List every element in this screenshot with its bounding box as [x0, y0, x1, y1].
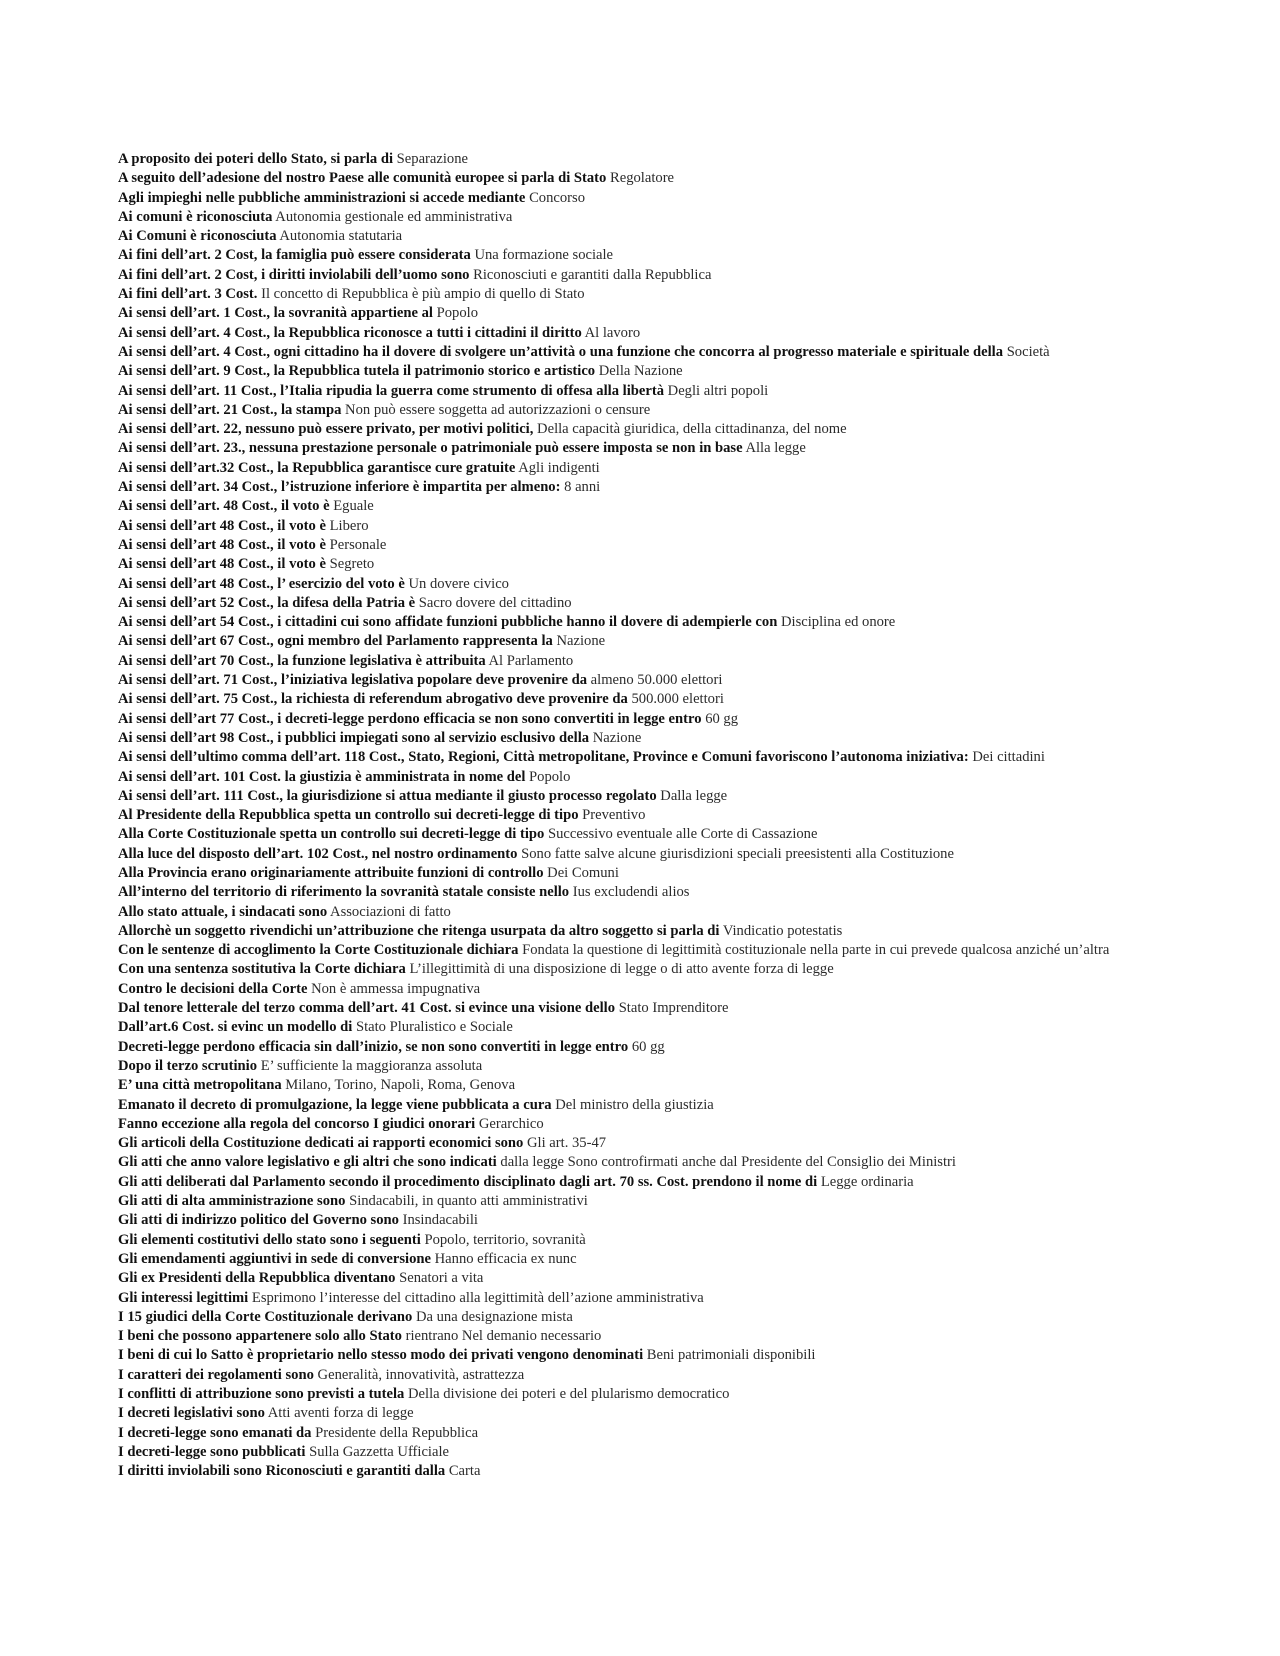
qa-entry	[118, 748, 1148, 767]
qa-entry	[118, 420, 1148, 439]
question-text: Gli emendamenti aggiuntivi in sede di conversione	[118, 1250, 431, 1267]
question-text: Ai sensi dell’ultimo comma dell’art. 118 Cost., Stato, Regioni, Città metropolitane, Province e Comuni favoriscono l’autonoma iniziativa:	[118, 749, 969, 766]
qa-entry	[118, 401, 1148, 420]
question-text: Gli atti di alta amministrazione sono	[118, 1193, 346, 1210]
question-text: Ai sensi dell’art. 21 Cost., la stampa	[118, 401, 342, 418]
qa-entry	[118, 478, 1148, 497]
qa-entry	[118, 806, 1148, 825]
answer-text: Separazione	[396, 151, 468, 167]
qa-entry	[118, 189, 1148, 208]
question-text: Alla Provincia erano originariamente attribuite funzioni di controllo	[118, 864, 544, 881]
qa-entry	[118, 1173, 1148, 1192]
answer-text: Degli altri popoli	[667, 382, 769, 399]
answer-text: Società	[1006, 343, 1050, 360]
question-text: Gli ex Presidenti della Repubblica diventano	[118, 1270, 396, 1287]
question-text: Ai sensi dell’art. 34 Cost., l’istruzione inferiore è impartita per almeno:	[118, 479, 561, 496]
question-text: I beni che possono appartenere solo allo Stato	[118, 1328, 402, 1345]
answer-text: Agli indigenti	[518, 459, 600, 476]
qa-entry	[118, 1192, 1148, 1211]
qa-entry	[118, 845, 1148, 864]
question-text: Fanno eccezione alla regola del concorso I giudici onorari	[118, 1115, 476, 1132]
document-page	[118, 150, 1148, 1481]
answer-text: Libero	[329, 517, 369, 534]
answer-text: Segreto	[329, 556, 375, 573]
answer-text: Generalità, innovatività, astrattezza	[317, 1366, 525, 1383]
qa-entry	[118, 517, 1148, 536]
qa-entry	[118, 999, 1148, 1018]
answer-text: Esprimono l’interesse del cittadino alla legittimità dell’azione amministrativa	[251, 1289, 704, 1306]
question-text: Ai sensi dell’art. 23., nessuna prestazione personale o patrimoniale può essere imposta se non in base	[118, 440, 743, 457]
answer-text: Insindacabili	[402, 1212, 478, 1229]
question-text: Ai sensi dell’art. 75 Cost., la richiesta di referendum abrogativo deve provenire da	[118, 691, 628, 708]
question-text: Agli impieghi nelle pubbliche amministrazioni si accede mediante	[118, 189, 526, 206]
qa-entry	[118, 1057, 1148, 1076]
answer-text: Hanno efficacia ex nunc	[434, 1250, 577, 1267]
answer-text: Successivo eventuale alle Corte di Cassazione	[547, 826, 818, 843]
answer-text: E’ sufficiente la maggioranza assoluta	[260, 1057, 483, 1074]
question-text: Gli atti di indirizzo politico del Governo sono	[118, 1212, 399, 1229]
qa-entry	[118, 246, 1148, 265]
question-text: Alla luce del disposto dell’art. 102 Cost., nel nostro ordinamento	[118, 845, 518, 862]
question-text: I conflitti di attribuzione sono previsti a tutela	[118, 1386, 405, 1402]
answer-text: Gli art. 35-47	[527, 1135, 607, 1152]
answer-text: Stato Imprenditore	[618, 1000, 729, 1017]
answer-text: Del ministro della giustizia	[555, 1096, 714, 1113]
question-text: Ai sensi dell’art 54 Cost., i cittadini cui sono affidate funzioni pubbliche hanno il dovere di adempierle con	[118, 614, 778, 631]
qa-entry	[118, 227, 1148, 246]
answer-text: Sono fatte salve alcune giurisdizioni speciali preesistenti alla Costituzione	[521, 845, 954, 862]
question-text: Gli atti che anno valore legislativo e gli altri che sono indicati	[118, 1154, 497, 1171]
question-text: Ai sensi dell’art.32 Cost., la Repubblica garantisce cure gratuite	[118, 459, 516, 476]
qa-entry	[118, 941, 1148, 960]
question-text: Al Presidente della Repubblica spetta un controllo sui decreti-legge di tipo	[118, 807, 579, 824]
answer-text: dalla legge Sono controfirmati anche dal Presidente del Consiglio dei Ministri	[500, 1154, 956, 1171]
answer-text: Senatori a vita	[399, 1270, 484, 1287]
qa-entry	[118, 787, 1148, 806]
qa-entry	[118, 1153, 1148, 1172]
answer-text: Alla legge	[745, 440, 806, 457]
question-text: Ai fini dell’art. 2 Cost, i diritti inviolabili dell’uomo sono	[118, 266, 470, 283]
qa-entry	[118, 1269, 1148, 1288]
question-text: Ai sensi dell’art 52 Cost., la difesa della Patria è	[118, 594, 416, 611]
answer-text: Eguale	[333, 498, 374, 515]
qa-entry	[118, 1096, 1148, 1115]
answer-text: Gerarchico	[478, 1115, 544, 1132]
question-text: Ai sensi dell’art 48 Cost., il voto è	[118, 536, 326, 553]
question-text: Ai sensi dell’art. 11 Cost., l’Italia ripudia la guerra come strumento di offesa alla libertà	[118, 382, 664, 399]
qa-entry	[118, 613, 1148, 632]
answer-text: Dei cittadini	[972, 749, 1045, 766]
qa-entry	[118, 208, 1148, 227]
answer-text: 60 gg	[631, 1038, 665, 1055]
qa-entry	[118, 285, 1148, 304]
qa-entry	[118, 883, 1148, 902]
question-text: Ai sensi dell’art. 71 Cost., l’iniziativa legislativa popolare deve provenire da	[118, 672, 588, 689]
qa-entry	[118, 1211, 1148, 1230]
question-text: Ai sensi dell’art. 22, nessuno può essere privato, per motivi politici,	[118, 421, 534, 438]
question-text: Gli atti deliberati dal Parlamento secondo il procedimento disciplinato dagli art. 70 ss. Cost. prendono il nome di	[118, 1173, 818, 1190]
qa-entry	[118, 1366, 1148, 1385]
answer-text: Concorso	[529, 189, 586, 206]
question-text: Decreti-legge perdono efficacia sin dall’inizio, se non sono convertiti in legge entro	[118, 1038, 629, 1055]
question-text: All’interno del territorio di riferimento la sovranità statale consiste nello	[118, 884, 570, 901]
answer-text: 8 anni	[564, 479, 601, 496]
qa-entry	[118, 632, 1148, 651]
answer-text: Della Nazione	[598, 363, 683, 380]
answer-text: Al Parlamento	[488, 652, 574, 669]
qa-entry	[118, 1404, 1148, 1423]
question-text: Ai sensi dell’art. 111 Cost., la giurisdizione si attua mediante il giusto processo regolato	[118, 787, 657, 804]
answer-text: Sacro dovere del cittadino	[418, 594, 572, 611]
qa-entry	[118, 903, 1148, 922]
answer-text: Dei Comuni	[547, 864, 619, 881]
qa-entry	[118, 594, 1148, 613]
qa-entry	[118, 922, 1148, 941]
answer-text: Stato Pluralistico e Sociale	[355, 1019, 513, 1036]
question-text: Ai sensi dell’art 98 Cost., i pubblici impiegati sono al servizio esclusivo della	[118, 729, 590, 746]
answer-text: Ius excludendi alios	[572, 884, 690, 901]
question-text: Dall’art.6 Cost. si evinc un modello di	[118, 1019, 353, 1036]
answer-text: Disciplina ed onore	[780, 614, 896, 631]
question-text: A seguito dell’adesione del nostro Paese alle comunità europee si parla di Stato	[118, 170, 607, 187]
question-text: Ai fini dell’art. 2 Cost, la famiglia può essere considerata	[118, 247, 471, 264]
question-text: E’ una città metropolitana	[118, 1077, 282, 1094]
qa-entry	[118, 652, 1148, 671]
qa-entry	[118, 768, 1148, 787]
question-text: I 15 giudici della Corte Costituzionale derivano	[118, 1308, 413, 1325]
answer-text: Beni patrimoniali disponibili	[646, 1347, 816, 1364]
question-text: I decreti-legge sono emanati da	[118, 1424, 312, 1441]
question-text: A proposito dei poteri dello Stato, si parla di	[118, 151, 394, 167]
question-text: Ai sensi dell’art. 4 Cost., la Repubblica riconosce a tutti i cittadini il diritto	[118, 324, 582, 341]
question-text: Dopo il terzo scrutinio	[118, 1057, 258, 1074]
qa-entry	[118, 497, 1148, 516]
qa-entry	[118, 1018, 1148, 1037]
question-text: Gli elementi costitutivi dello stato sono i seguenti	[118, 1231, 421, 1248]
qa-entry	[118, 439, 1148, 458]
answer-text: Un dovere civico	[408, 575, 509, 592]
question-text: I caratteri dei regolamenti sono	[118, 1366, 314, 1383]
answer-text: Associazioni di fatto	[330, 903, 451, 920]
answer-text: Della capacità giuridica, della cittadinanza, del nome	[537, 421, 847, 438]
question-text: Con le sentenze di accoglimento la Corte Costituzionale dichiara	[118, 942, 519, 959]
answer-text: Atti aventi forza di legge	[267, 1405, 414, 1422]
qa-entry	[118, 1231, 1148, 1250]
question-text: Gli articoli della Costituzione dedicati ai rapporti economici sono	[118, 1135, 524, 1152]
answer-text: Personale	[329, 536, 387, 553]
answer-text: Popolo, territorio, sovranità	[424, 1231, 586, 1248]
qa-entry	[118, 671, 1148, 690]
qa-entry	[118, 1346, 1148, 1365]
qa-entry	[118, 825, 1148, 844]
qa-entry	[118, 382, 1148, 401]
question-text: Gli interessi legittimi	[118, 1289, 249, 1306]
question-text: Ai fini dell’art. 3 Cost.	[118, 286, 258, 303]
question-text: Ai sensi dell’art 67 Cost., ogni membro del Parlamento rappresenta la	[118, 633, 553, 650]
qa-entry	[118, 1443, 1148, 1462]
question-text: Ai sensi dell’art 70 Cost., la funzione legislativa è attribuita	[118, 652, 486, 669]
question-text: Con una sentenza sostitutiva la Corte dichiara	[118, 961, 406, 978]
question-text: Ai sensi dell’art 48 Cost., il voto è	[118, 556, 326, 573]
answer-text: Autonomia statutaria	[279, 228, 403, 245]
qa-entry	[118, 980, 1148, 999]
qa-entry	[118, 169, 1148, 188]
answer-text: Milano, Torino, Napoli, Roma, Genova	[285, 1077, 516, 1094]
answer-text: Sindacabili, in quanto atti amministrativi	[349, 1193, 588, 1210]
question-text: Ai sensi dell’art. 9 Cost., la Repubblica tutela il patrimonio storico e artistico	[118, 363, 596, 380]
answer-text: Popolo	[529, 768, 571, 785]
qa-entry	[118, 690, 1148, 709]
answer-text: Legge ordinaria	[820, 1173, 914, 1190]
question-text: Ai comuni è riconosciuta	[118, 208, 273, 225]
answer-text: Della divisione dei poteri e del plularismo democratico	[408, 1386, 730, 1402]
question-text: Ai sensi dell’art. 101 Cost. la giustizia è amministrata in nome del	[118, 768, 526, 785]
question-text: I decreti-legge sono pubblicati	[118, 1443, 306, 1460]
qa-entry	[118, 536, 1148, 555]
question-text: I decreti legislativi sono	[118, 1405, 265, 1422]
answer-text: Il concetto di Repubblica è più ampio di quello di Stato	[261, 286, 585, 303]
question-text: Allo stato attuale, i sindacati sono	[118, 903, 328, 920]
question-text: Ai sensi dell’art 48 Cost., l’ esercizio del voto è	[118, 575, 405, 592]
question-text: Ai Comuni è riconosciuta	[118, 228, 277, 245]
question-text: Contro le decisioni della Corte	[118, 980, 308, 997]
answer-text: Non è ammessa impugnativa	[311, 980, 481, 997]
question-text: Ai sensi dell’art. 4 Cost., ogni cittadino ha il dovere di svolgere un’attività o una funzione che concorra al progresso materiale e spirituale della	[118, 343, 1004, 360]
qa-entry	[118, 710, 1148, 729]
qa-entry	[118, 1250, 1148, 1269]
qa-entry	[118, 304, 1148, 323]
question-text: Ai sensi dell’art 48 Cost., il voto è	[118, 517, 326, 534]
qa-entry	[118, 1424, 1148, 1443]
answer-text: Da una designazione mista	[415, 1308, 573, 1325]
answer-text: Al lavoro	[584, 324, 641, 341]
answer-text: Riconosciuti e garantiti dalla Repubblica	[473, 266, 712, 283]
answer-text: Autonomia gestionale ed amministrativa	[275, 208, 513, 225]
qa-entry	[118, 343, 1148, 362]
qa-entry	[118, 729, 1148, 748]
question-text: Allorchè un soggetto rivendichi un’attribuzione che ritenga usurpata da altro soggetto si parla di	[118, 922, 720, 939]
answer-text: Fondata la questione di legittimità costituzionale nella parte in cui prevede qualcosa anziché un’altra	[522, 942, 1110, 959]
answer-text: Carta	[448, 1463, 481, 1480]
qa-entry	[118, 1134, 1148, 1153]
qa-entry	[118, 362, 1148, 381]
answer-text: Preventivo	[582, 807, 646, 824]
qa-entry	[118, 1038, 1148, 1057]
question-text: Alla Corte Costituzionale spetta un controllo sui decreti-legge di tipo	[118, 826, 545, 843]
qa-entry	[118, 1385, 1148, 1404]
answer-text: L’illegittimità di una disposizione di legge o di atto avente forza di legge	[409, 961, 834, 978]
answer-text: Nazione	[592, 729, 642, 746]
answer-text: Non può essere soggetta ad autorizzazioni o censure	[345, 401, 651, 418]
answer-text: 60 gg	[705, 710, 739, 727]
question-text: Dal tenore letterale del terzo comma dell’art. 41 Cost. si evince una visione dello	[118, 1000, 616, 1017]
qa-entry	[118, 1308, 1148, 1327]
qa-entry	[118, 864, 1148, 883]
question-text: I beni di cui lo Satto è proprietario nello stesso modo dei privati vengono denominati	[118, 1347, 644, 1364]
question-text: Ai sensi dell’art. 1 Cost., la sovranità appartiene al	[118, 305, 433, 322]
qa-entry	[118, 555, 1148, 574]
answer-text: Popolo	[436, 305, 478, 322]
answer-text: Nazione	[556, 633, 606, 650]
answer-text: Presidente della Repubblica	[315, 1424, 479, 1441]
qa-entry	[118, 324, 1148, 343]
answer-text: rientrano Nel demanio necessario	[405, 1328, 602, 1345]
answer-text: Vindicatio potestatis	[722, 922, 843, 939]
qa-entry	[118, 1462, 1148, 1481]
qa-entry	[118, 266, 1148, 285]
answer-text: Regolatore	[610, 170, 675, 187]
question-text: Emanato il decreto di promulgazione, la legge viene pubblicata a cura	[118, 1096, 552, 1113]
answer-text: Sulla Gazzetta Ufficiale	[309, 1443, 450, 1460]
answer-text: 500.000 elettori	[631, 691, 724, 708]
qa-entry	[118, 1289, 1148, 1308]
qa-entry	[118, 1076, 1148, 1095]
question-text: I diritti inviolabili sono Riconosciuti e garantiti dalla	[118, 1463, 446, 1480]
answer-text: Dalla legge	[660, 787, 728, 804]
answer-text: Una formazione sociale	[474, 247, 614, 264]
qa-entry	[118, 960, 1148, 979]
answer-text: almeno 50.000 elettori	[590, 672, 723, 689]
qa-entry	[118, 1327, 1148, 1346]
qa-entry	[118, 459, 1148, 478]
qa-entry	[118, 575, 1148, 594]
qa-entry	[118, 150, 1148, 169]
question-text: Ai sensi dell’art. 48 Cost., il voto è	[118, 498, 330, 515]
question-text: Ai sensi dell’art 77 Cost., i decreti-legge perdono efficacia se non sono convertiti in legge entro	[118, 710, 702, 727]
qa-entry	[118, 1115, 1148, 1134]
